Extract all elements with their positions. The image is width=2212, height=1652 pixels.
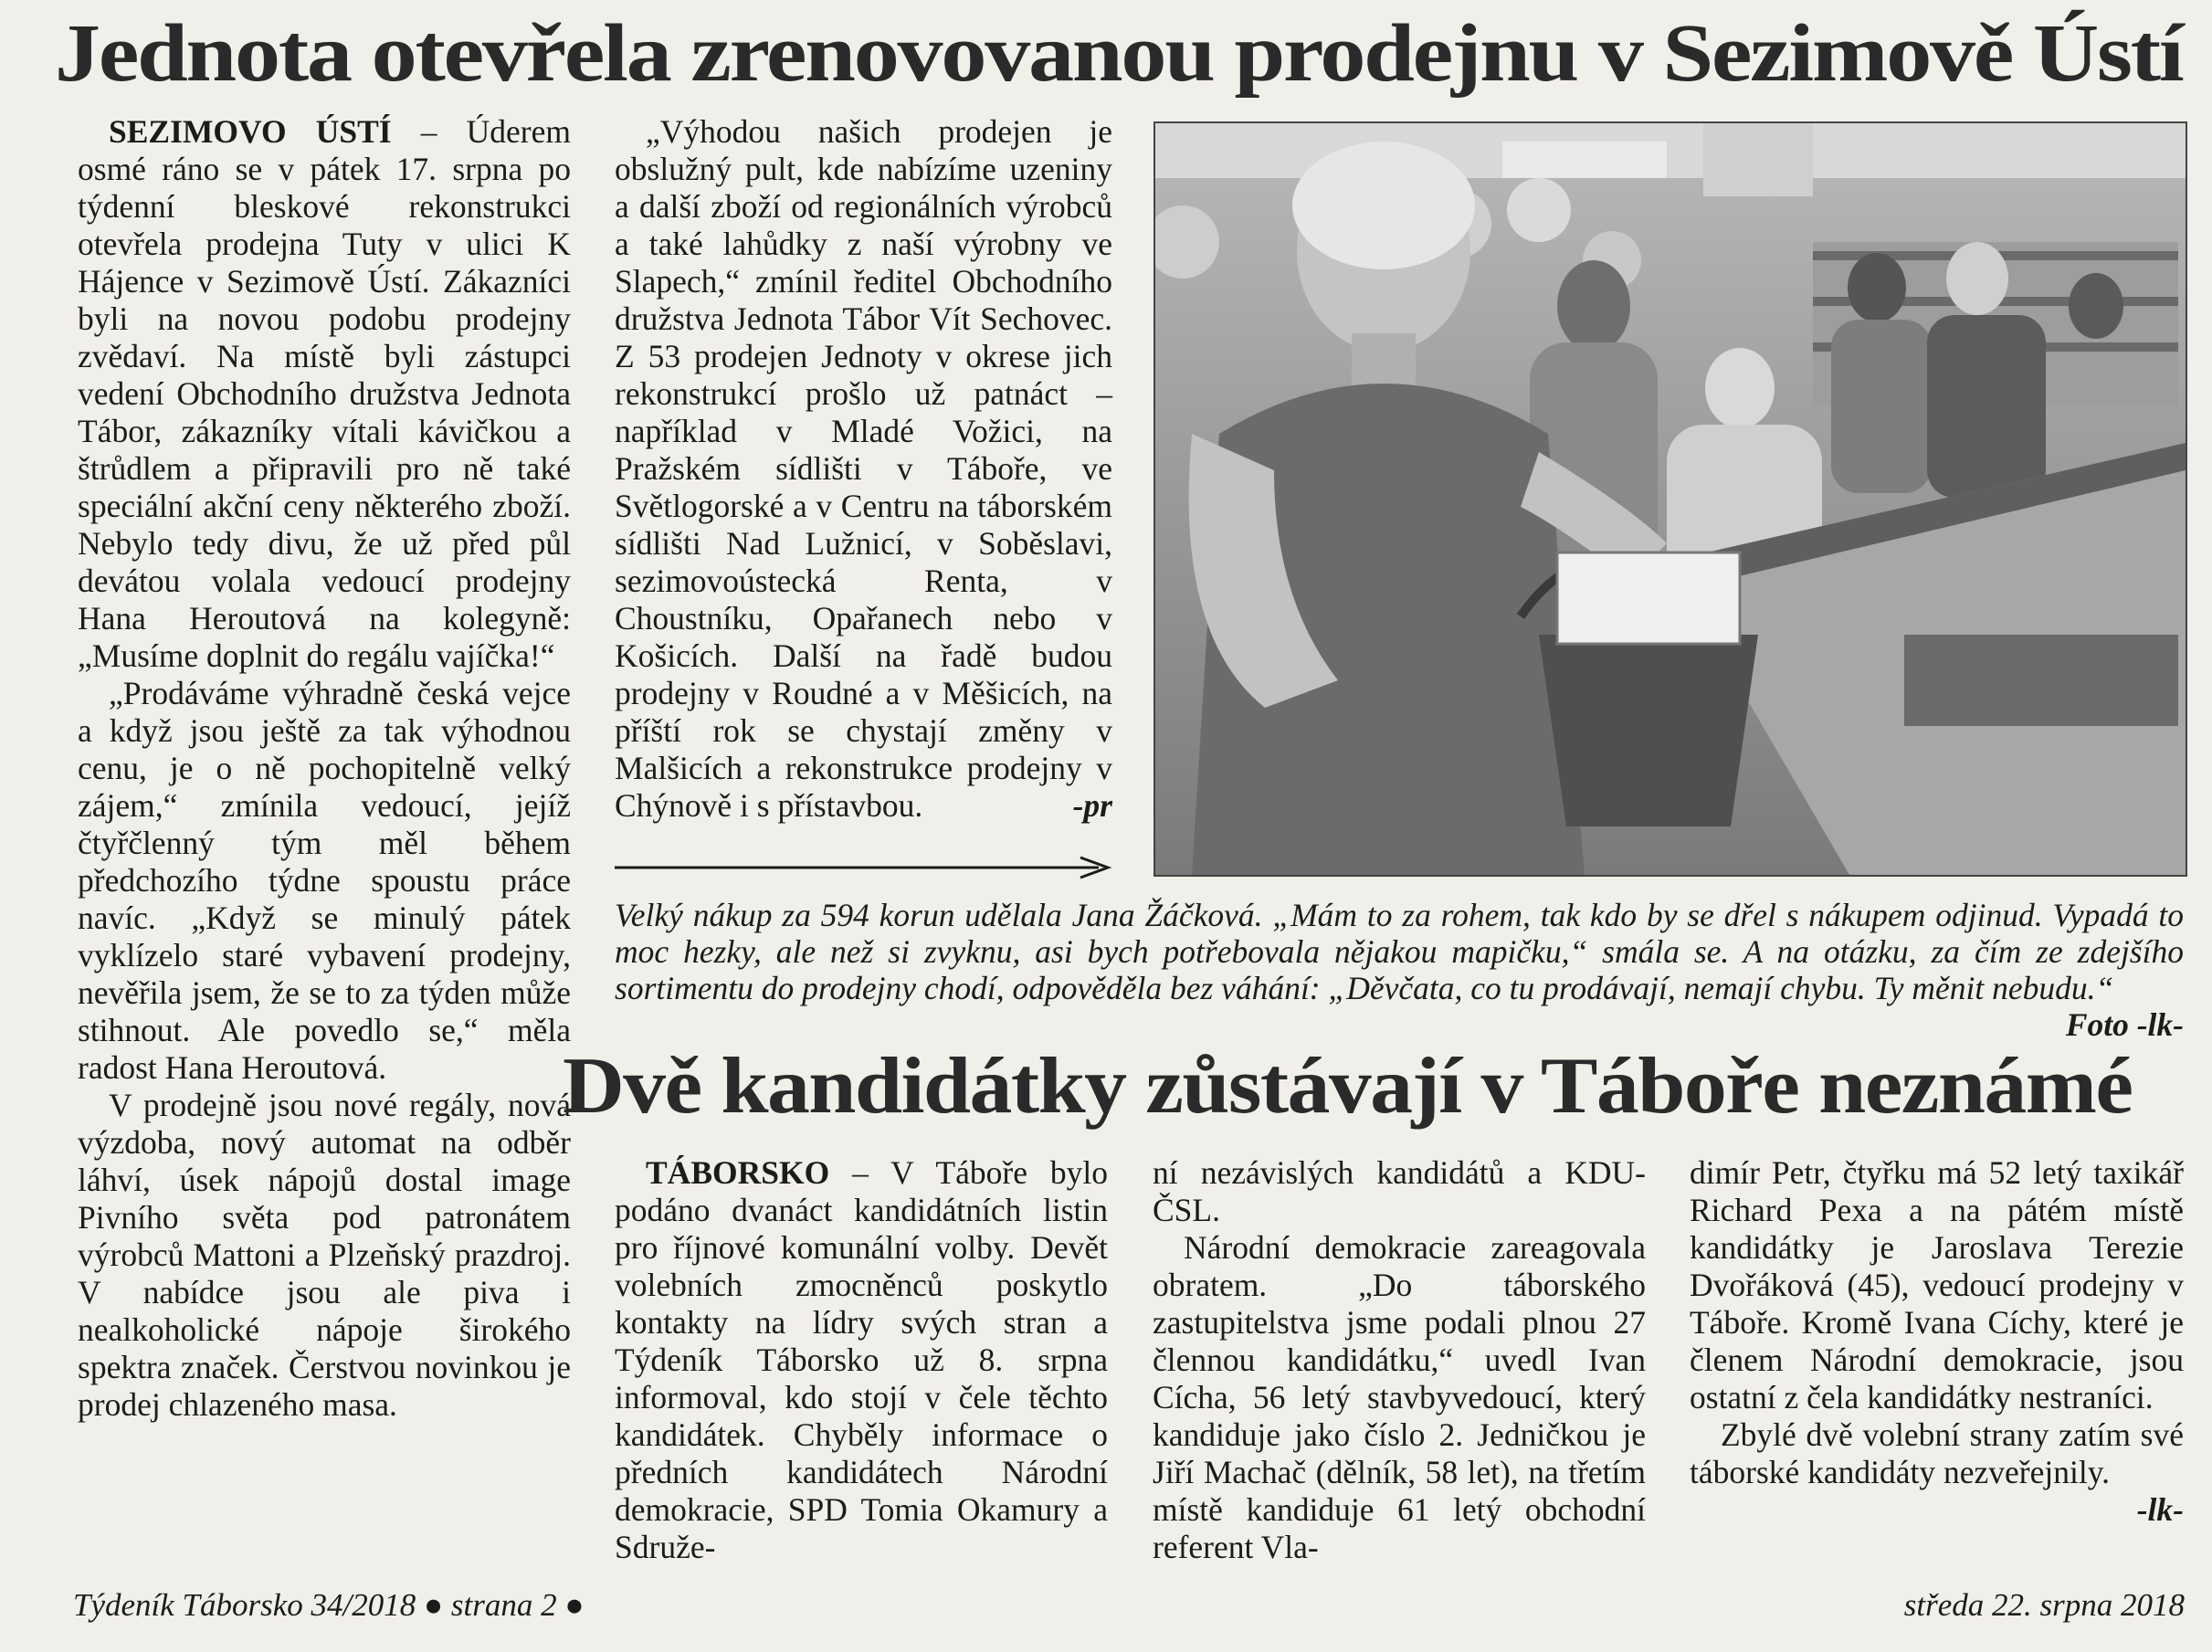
article1-paragraph-4: „Výhodou našich prodejen je obslužný pult, kde nabízíme uzeniny a další zboží od regionálních výrobců a také lahůdky z naší výrobny ve Slapech,“ zmínil ředitel Obchodního družstva Jednota Tábor Vít Sechovec. Z 53 prodejen Jednoty v okrese jich rekonstrukcí prošlo už patnáct – například v Mladé Vožici, na Pražském sídlišti v Táboře, ve Světlogorské a v Centru na táborském sídlišti Nad Lužnicí, v Soběslavi, sezimovoústecká Renta, v Choustníku, Opařanech nebo v Košicích. Další na řadě budou prodejny v Roudné a v Měšicích, na příští rok se chystají změny v Malšicích a rekonstrukce prodejny v Chýnově i s přístavbou. -pr (615, 113, 1112, 824)
article1-signature: -pr (1072, 787, 1112, 824)
article2-signature: -lk- (2136, 1491, 2184, 1528)
article1-paragraph-1: SEZIMOVO ÚSTÍ – Úderem osmé ráno se v pátek 17. srpna po týdenní bleskové rekonstrukci otevřela prodejna Tuty v ulici K Hájence v Sezimově Ústí. Zákazníci byli na novou podobu prodejny zvědaví. Na místě byli zástupci vedení Obchodního družstva Jednota Tábor, zákazníky vítali kávičkou a štrůdlem a připravili pro ně také speciální akční ceny některého zboží. Nebylo tedy divu, že už před půl devátou volala vedoucí prodejny Hana Heroutová na kolegyně: „Musíme doplnit do regálu vajíčka!“ (78, 113, 571, 674)
article1-paragraph-2: „Prodáváme výhradně česká vejce a když jsou ještě za tak výhodnou cenu, je o ně pochopitelně velký zájem,“ zmínila vedoucí, jejíž čtyřčlenný tým měl během předchozího týdne spoustu práce navíc. „Když se minulý pátek vyklízelo staré vybavení prodejny, nevěřila jsem, že se to za týden může stihnout. Ale povedlo se,“ měla radost Hana Heroutová. (78, 675, 571, 1086)
photo-credit: Foto -lk- (2065, 1006, 2184, 1043)
continue-arrow-icon (615, 854, 1112, 881)
article2-paragraph-4: dimír Petr, čtyřku má 52 letý taxikář Richard Pexa a na pátém místě kandidátky je Jaroslava Terezie Dvořáková (45), vedoucí prodejny v Táboře. Kromě Ivana Cíchy, které je členem Národní demokracie, jsou ostatní z čela kandidátky nestraníci. (1690, 1154, 2184, 1415)
article2-paragraph-1: TÁBORSKO – V Táboře bylo podáno dvanáct kandidátních listin pro říjnové komunální volby. Devět volebních zmocněnců poskytlo kontakty na lídry svých stran a Týdeník Táborsko už 8. srpna informoval, kdo stojí v čele těchto kandidátek. Chyběly informace o předních kandidátech Národní demokracie, SPD Tomia Okamury a Sdruže- (615, 1154, 1108, 1565)
article2-headline: Dvě kandidátky zůstávají v Táboře neznámé (562, 1042, 2133, 1131)
footer-date: středa 22. srpna 2018 (1903, 1587, 2185, 1623)
main-headline: Jednota otevřela zrenovovanou prodejnu v Sezimově Ústí (55, 8, 2183, 99)
article1-dateline: SEZIMOVO ÚSTÍ (109, 113, 392, 150)
article1-column1 (78, 113, 571, 1424)
footer-publication: Týdeník Táborsko 34/2018 (73, 1587, 416, 1623)
article2-dateline: TÁBORSKO (646, 1154, 830, 1191)
bullet-icon: ● (424, 1587, 444, 1623)
article2-column3 (1690, 1154, 2184, 1529)
article2-paragraph-3: Národní demokracie zareagovala obratem. „Do táborského zastupitelstva jsme podali plnou 27 člennou kandidátku,“ uvedl Ivan Cícha, 56 letý stavbyvedoucí, který kandiduje jako číslo 2. Jedničkou je Jiří Machač (dělník, 58 let), na třetím místě kandiduje 61 letý obchodní referent Vla- (1153, 1229, 1646, 1565)
article2-paragraph-5: Zbylé dvě volební strany zatím své táborské kandidáty nezveřejnily. -lk- (1690, 1416, 2184, 1528)
footer-left (73, 1587, 585, 1624)
article2-paragraph-2: ní nezávislých kandidátů a KDU-ČSL. (1153, 1154, 1646, 1228)
article2-column2 (1153, 1154, 1646, 1566)
photo-illustration (1155, 123, 2186, 875)
bullet-icon: ● (564, 1587, 585, 1623)
article1-column2 (615, 113, 1112, 825)
article1-paragraph-3: V prodejně jsou nové regály, nová výzdoba, nový automat na odběr láhví, úsek nápojů dostal image Pivního světa pod patronátem výrobců Mattoni a Plzeňský prazdroj. V nabídce jsou ale piva i nealkoholické nápoje širokého spektra značek. Čerstvou novinkou je prodej chlazeného masa. (78, 1087, 571, 1423)
store-photo (1153, 121, 2187, 877)
article2-column1 (615, 1154, 1108, 1566)
footer-page: strana 2 (450, 1587, 557, 1623)
photo-caption: Velký nákup za 594 korun udělala Jana Žáčková. „Mám to za rohem, tak kdo by se dřel s nákupem odjinud. Vypadá to moc hezky, ale než si zvyknu, asi bych potřebovala nějakou mapičku,“ smála se. A na otázku, za čím ze zdejšího sortimentu do prodejny chodí, odpověděla bez váhání: „Děvčata, co tu prodávají, nemají chybu. Ty měnit nebudu.“ Foto -lk- (615, 897, 2184, 1043)
